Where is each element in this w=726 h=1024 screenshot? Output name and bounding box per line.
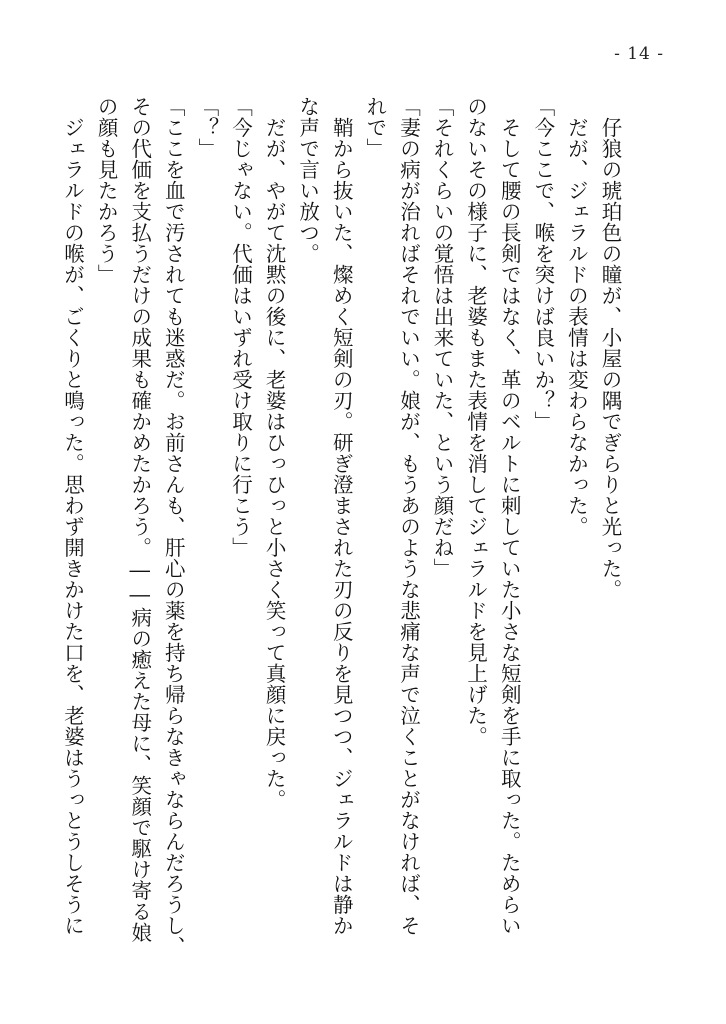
- text-line: 「今ここで、喉を突けば良いか？」: [530, 96, 555, 432]
- text-line: だが、やがて沈黙の後に、老婆はひっひっと小さく笑って真顔に戻った。: [262, 96, 287, 810]
- text-line: 「ここを血で汚されても迷惑だ。お前さんも、肝心の薬を持ち帰らなきゃならんだろうし、: [161, 96, 186, 957]
- text-line: 「妻の病が治ればそれでいい。娘が、もうあのような悲痛な声で泣くことがなければ、そ: [396, 96, 421, 936]
- text-line: 「今じゃない。代価はいずれ受け取りに行こう」: [228, 96, 253, 558]
- page-number: - 14 -: [614, 44, 664, 64]
- text-line: の顔も見たかろう」: [94, 96, 119, 285]
- text-line: その代価を支払うだけの成果も確かめたかろう。――病の癒えた母に、笑顔で駆け寄る娘: [127, 96, 152, 943]
- text-line: 鞘から抜いた、燦めく短剣の刃。研ぎ澄まされた刃の反りを見つつ、ジェラルドは静か: [329, 96, 354, 936]
- text-line: れで」: [362, 96, 387, 159]
- vertical-body-text: [55, 96, 626, 956]
- text-line: そして腰の長剣ではなく、革のベルトに刺していた小さな短剣を手に取った。ためらい: [497, 96, 522, 936]
- text-line: ジェラルドの喉が、ごくりと鳴った。思わず開きかけた口を、老婆はうっとうしそうに: [60, 96, 85, 936]
- text-line: だが、ジェラルドの表情は変わらなかった。: [564, 96, 589, 537]
- text-line: 「それくらいの覚悟は出来ていた、という顔だね」: [430, 96, 455, 579]
- text-line: のないその様子に、老婆もまた表情を消してジェラルドを見上げた。: [463, 96, 488, 747]
- text-line: な声で言い放つ。: [295, 96, 320, 264]
- text-line: 仔狼の琥珀色の瞳が、小屋の隅でぎらりと光った。: [598, 96, 622, 600]
- text-line: 「？」: [194, 96, 219, 159]
